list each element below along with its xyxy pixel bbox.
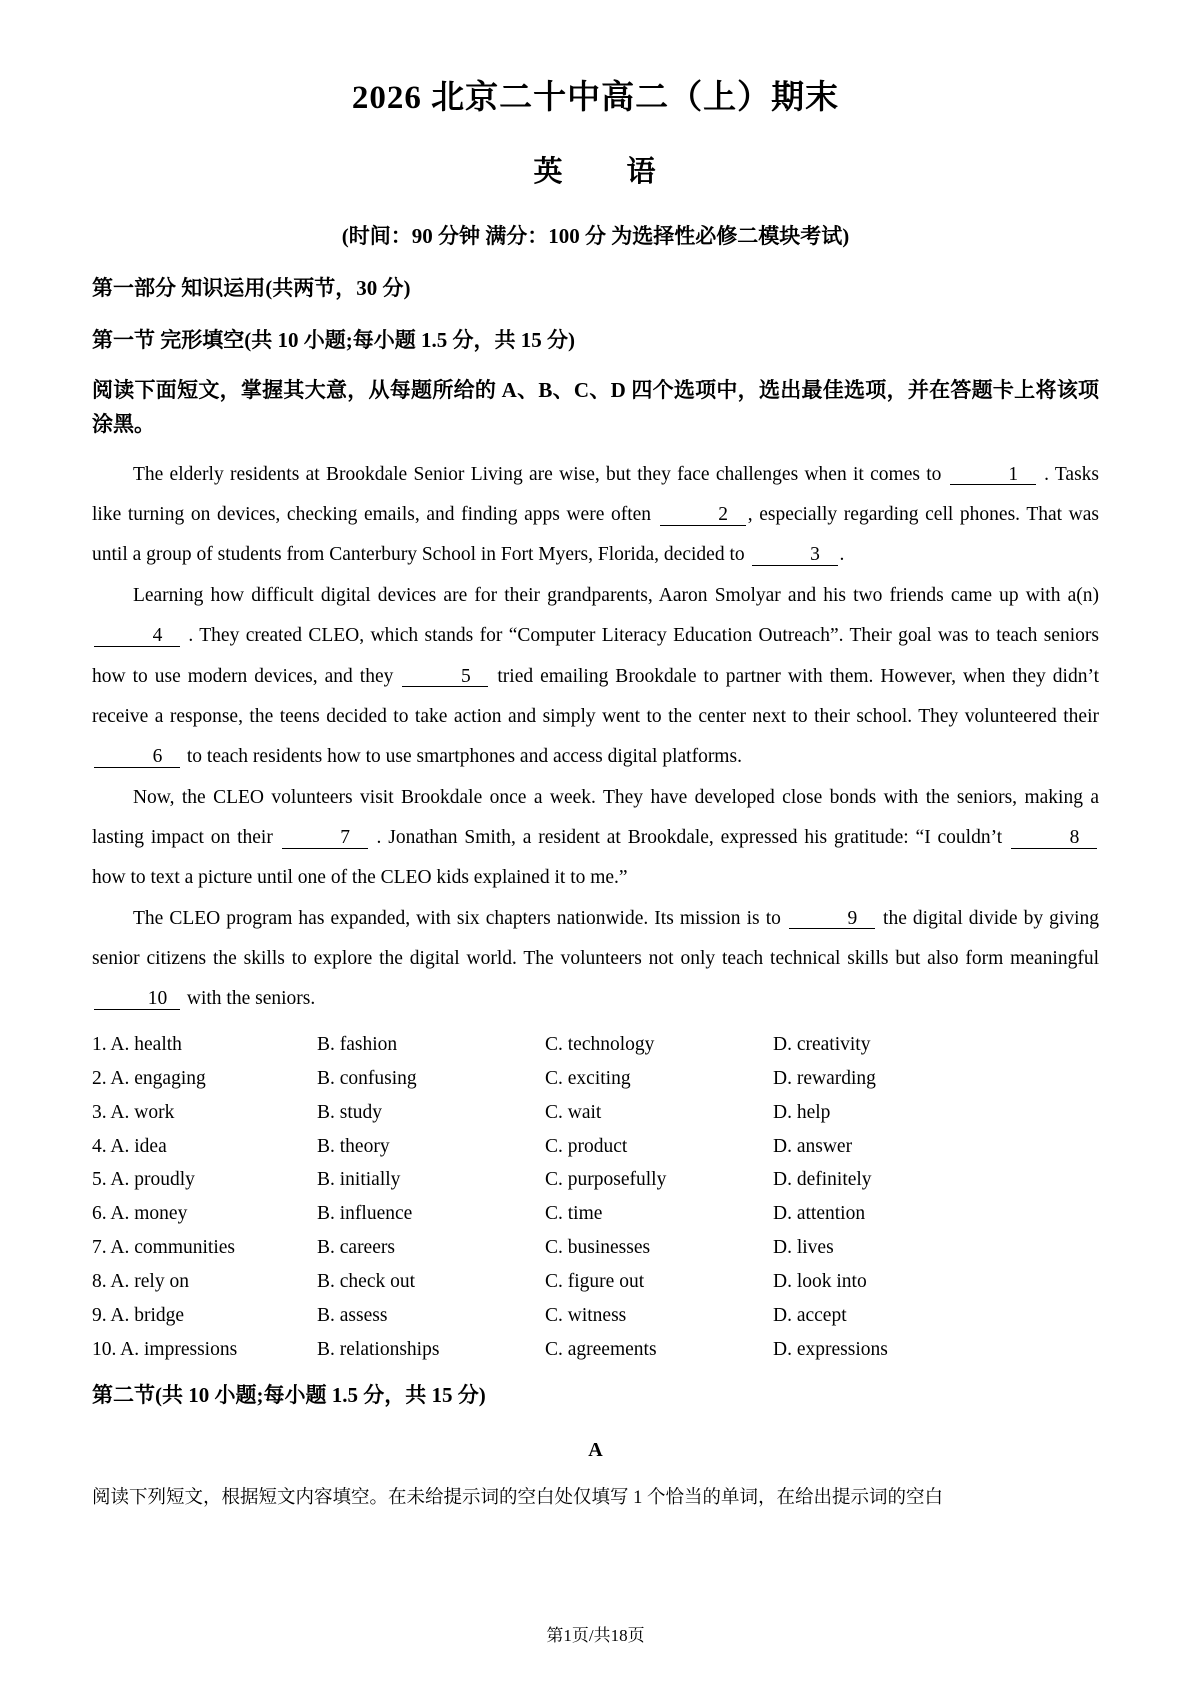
option-choice-a[interactable]: 9. A. bridge: [92, 1305, 185, 1327]
option-choice-d[interactable]: D. creativity: [773, 1033, 871, 1055]
option-choice-b[interactable]: B. check out: [317, 1271, 416, 1293]
passage-paragraph-2: [92, 576, 1099, 778]
cloze-blank-8[interactable]: 8: [1011, 828, 1097, 849]
option-choice-b[interactable]: B. study: [317, 1101, 383, 1123]
cloze-blank-4[interactable]: 4: [94, 626, 180, 647]
passage-text: , especially regarding cell phones. That was until a group of students from Canterbury School in Fort Myers, Florida, decided to: [92, 504, 1100, 566]
passage-text: Now, the CLEO volunteers visit Brookdale once a week. They have developed close bonds with the seniors, making a lasting impact on their: [92, 786, 1099, 848]
cloze-passage: [92, 441, 1099, 1020]
option-choice-c[interactable]: C. witness: [545, 1305, 627, 1327]
option-choice-a[interactable]: 10. A. impressions: [92, 1339, 238, 1361]
option-choice-c[interactable]: C. time: [545, 1203, 603, 1225]
passage-text: . They created CLEO, which stands for “Computer Literacy Education Outreach”. Their goal was to teach seniors how to use modern devices, and they: [92, 625, 1100, 687]
option-choice-d[interactable]: D. expressions: [773, 1339, 888, 1361]
option-row: [92, 1163, 1099, 1197]
passage-paragraph-4: [92, 899, 1099, 1020]
part-one-heading: 第一部分 知识运用(共两节，30 分): [92, 275, 411, 300]
option-choice-a[interactable]: 2. A. engaging: [92, 1067, 206, 1089]
option-choice-d[interactable]: D. lives: [773, 1237, 834, 1259]
exam-meta: (时间：90 分钟 满分：100 分 为选择性必修二模块考试): [341, 224, 850, 249]
option-row: [92, 1197, 1099, 1231]
passage-text: Learning how difficult digital devices are for their grandparents, Aaron Smolyar and his two friends came up with a(n): [132, 584, 1099, 606]
option-row: [92, 1231, 1099, 1265]
cloze-blank-6[interactable]: 6: [94, 747, 180, 768]
option-choice-c[interactable]: C. figure out: [545, 1271, 645, 1293]
cloze-blank-7[interactable]: 7: [282, 828, 368, 849]
option-choice-a[interactable]: 5. A. proudly: [92, 1169, 195, 1191]
cloze-blank-1[interactable]: 1: [950, 465, 1036, 486]
option-choice-a[interactable]: 6. A. money: [92, 1203, 188, 1225]
option-choice-c[interactable]: C. businesses: [545, 1237, 651, 1259]
passage-text: tried emailing Brookdale to partner with them. However, when they didn’t receive a response, the teens decided to take action and simply went to the center next to their school. They volunteered their: [92, 665, 1100, 727]
option-choice-b[interactable]: B. initially: [317, 1169, 401, 1191]
passage-text: The elderly residents at Brookdale Senior Living are wise, but they face challenges when it comes to: [132, 463, 942, 485]
option-row: [92, 1130, 1099, 1164]
section-two-instruction: 阅读下列短文，根据短文内容填空。在未给提示词的空白处仅填写 1 个恰当的单词，在给出提示词的空白: [92, 1487, 944, 1508]
option-choice-c[interactable]: C. purposefully: [545, 1169, 667, 1191]
option-choice-b[interactable]: B. assess: [317, 1305, 388, 1327]
section-one-instruction: 阅读下面短文，掌握其大意，从每题所给的 A、B、C、D 四个选项中，选出最佳选项，并在答题卡上将该项涂黑。: [92, 377, 1099, 436]
option-choice-a[interactable]: 4. A. idea: [92, 1135, 167, 1157]
cloze-blank-9[interactable]: 9: [789, 909, 875, 930]
passage-paragraph-1: [92, 455, 1099, 576]
option-choice-c[interactable]: C. agreements: [545, 1339, 657, 1361]
passage-text: how to text a picture until one of the CLEO kids explained it to me.”: [92, 867, 628, 889]
option-choice-a[interactable]: 3. A. work: [92, 1101, 175, 1123]
section-one-heading: 第一节 完形填空(共 10 小题;每小题 1.5 分，共 15 分): [92, 328, 575, 353]
cloze-blank-10[interactable]: 10: [94, 989, 180, 1010]
passage-text: .: [839, 544, 845, 566]
option-choice-c[interactable]: C. wait: [545, 1101, 602, 1123]
cloze-options-list: [92, 1020, 1099, 1367]
option-choice-d[interactable]: D. answer: [773, 1135, 853, 1157]
page-title: 2026 北京二十中高二（上）期末: [351, 80, 840, 116]
option-row: [92, 1265, 1099, 1299]
passage-text: with the seniors.: [186, 988, 316, 1010]
option-choice-d[interactable]: D. accept: [773, 1305, 847, 1327]
option-choice-b[interactable]: B. careers: [317, 1237, 395, 1259]
option-choice-b[interactable]: B. confusing: [317, 1067, 417, 1089]
passage-text: The CLEO program has expanded, with six chapters nationwide. Its mission is to: [132, 907, 781, 929]
option-row: [92, 1062, 1099, 1096]
option-choice-d[interactable]: D. definitely: [773, 1169, 872, 1191]
option-choice-d[interactable]: D. attention: [773, 1203, 866, 1225]
option-choice-a[interactable]: 7. A. communities: [92, 1237, 235, 1259]
page-number-label: 第1页/共18页: [546, 1626, 645, 1645]
subject-title: 英 语: [533, 156, 658, 189]
option-choice-d[interactable]: D. rewarding: [773, 1067, 876, 1089]
option-choice-b[interactable]: B. theory: [317, 1135, 390, 1157]
option-row: [92, 1096, 1099, 1130]
page-footer: [0, 1621, 1191, 1646]
option-choice-b[interactable]: B. fashion: [317, 1033, 398, 1055]
passage-text: . Jonathan Smith, a resident at Brookdale, expressed his gratitude: “I couldn’t: [376, 827, 1003, 848]
option-choice-a[interactable]: 8. A. rely on: [92, 1271, 189, 1293]
option-choice-d[interactable]: D. look into: [773, 1271, 867, 1293]
section-two-heading: 第二节(共 10 小题;每小题 1.5 分，共 15 分): [92, 1383, 486, 1408]
cloze-blank-5[interactable]: 5: [402, 667, 488, 688]
passage-text: to teach residents how to use smartphones and access digital platforms.: [186, 746, 742, 768]
option-choice-a[interactable]: 1. A. health: [92, 1033, 182, 1055]
option-choice-b[interactable]: B. relationships: [317, 1339, 440, 1361]
option-row: [92, 1333, 1099, 1367]
option-row: [92, 1299, 1099, 1333]
passage-letter-a: A: [588, 1438, 603, 1461]
passage-paragraph-3: [92, 778, 1099, 899]
option-choice-d[interactable]: D. help: [773, 1101, 831, 1123]
cloze-blank-3[interactable]: 3: [752, 545, 838, 566]
option-choice-c[interactable]: C. product: [545, 1135, 628, 1157]
option-choice-b[interactable]: B. influence: [317, 1203, 413, 1225]
cloze-blank-2[interactable]: 2: [660, 505, 746, 526]
passage-text: the digital divide by giving senior citizens the skills to explore the digital world. The volunteers not only teach technical skills but also form meaningful: [92, 907, 1100, 970]
passage-text: . Tasks like turning on devices, checking emails, and finding apps were often: [92, 463, 1100, 526]
option-choice-c[interactable]: C. exciting: [545, 1067, 631, 1089]
option-choice-c[interactable]: C. technology: [545, 1033, 655, 1055]
option-row: [92, 1028, 1099, 1062]
